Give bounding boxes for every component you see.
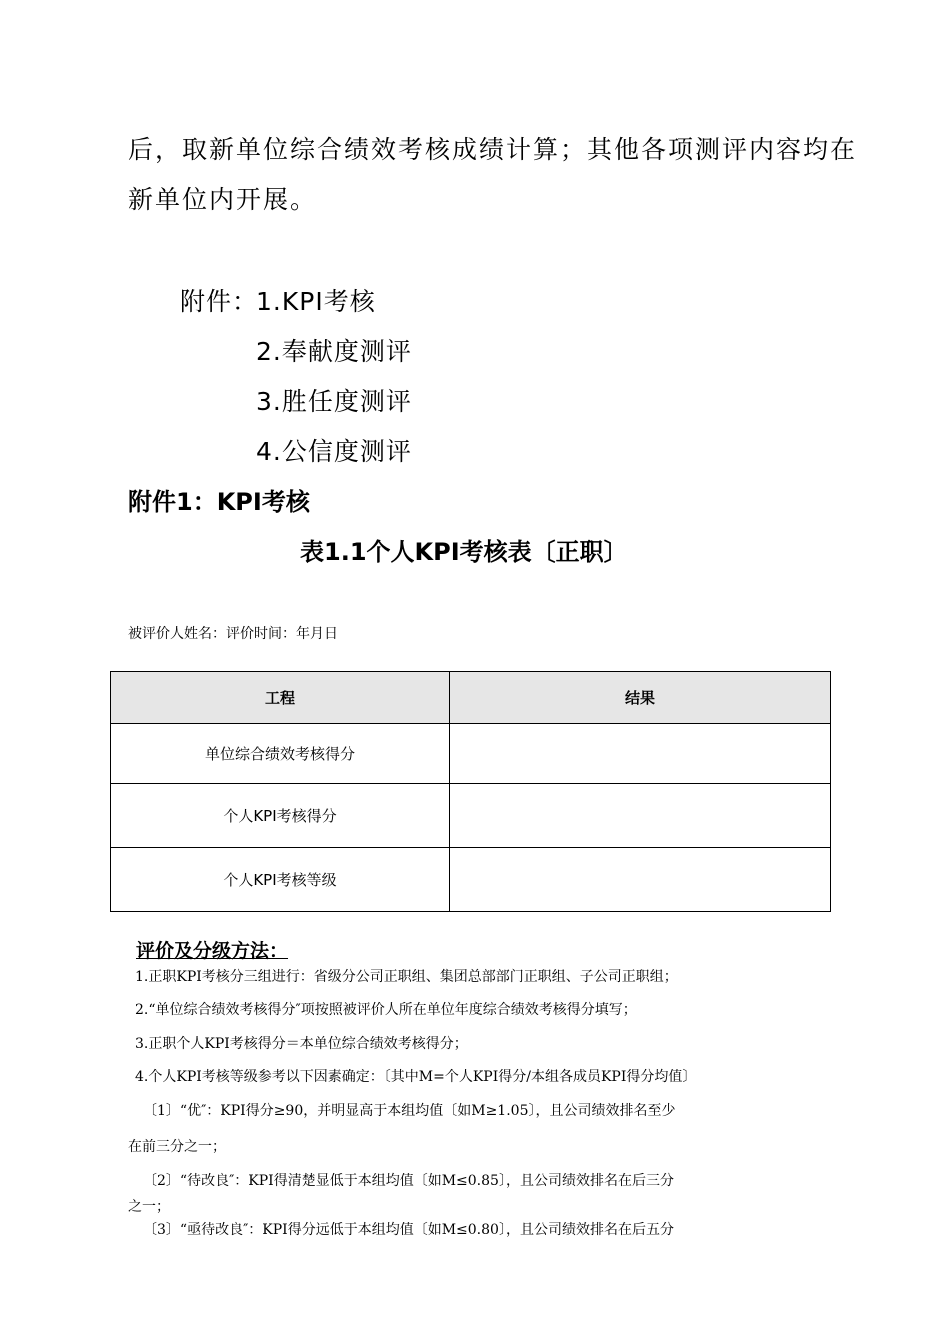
row-result [450,848,831,912]
table-title: 表1.1个人KPI考核表〔正职〕 [300,538,628,566]
attachment-item: 3.胜任度测评 [256,387,412,416]
method-rule: 2.“单位综合绩效考核得分″项按照被评价人所在单位年度综合绩效考核得分填写； [135,1002,637,1018]
grade-improve-cont: 之一； [128,1199,170,1215]
method-rule: 4.个人KPI考核等级参考以下因素确定：〔其中M=个人KPI得分/本组各成员KPI得分均值〕 [135,1069,697,1085]
attachment-item: 2.奉献度测评 [256,337,412,366]
table-row [111,784,831,848]
kpi-table [110,671,831,912]
row-item: 个人KPI考核等级 [111,848,450,912]
header-item: 工程 [111,672,450,724]
grade-excellent: 〔1〕“优″：KPI得分≥90，并明显高于本组均值〔如M≥1.05〕，且公司绩效排名至少 [143,1103,676,1119]
appendix-heading: 附件1：KPI考核 [128,488,310,516]
intro-line-2: 新单位内开展。 [128,185,318,214]
method-title: 评价及分级方法： [136,940,289,962]
table-row [111,724,831,784]
table-header-row [111,672,831,724]
row-item: 个人KPI考核得分 [111,784,450,848]
row-result [450,724,831,784]
row-result [450,784,831,848]
grade-urgent: 〔3〕“亟待改良″：KPI得分远低于本组均值〔如M≤0.80〕，且公司绩效排名在后五分 [143,1222,674,1238]
attachment-item: 4.公信度测评 [256,437,412,466]
attachment-item: 1.KPI考核 [256,287,376,316]
grade-improve: 〔2〕“待改良″：KPI得清楚显低于本组均值〔如M≤0.85〕，且公司绩效排名在后三分 [143,1173,674,1189]
attachments-label: 附件： [180,287,259,316]
row-item: 单位综合绩效考核得分 [111,724,450,784]
form-line: 被评价人姓名：评价时间：年月日 [128,626,338,642]
header-result: 结果 [450,672,831,724]
intro-line-1: 后，取新单位综合绩效考核成绩计算；其他各项测评内容均在 [128,135,858,164]
table-row [111,848,831,912]
method-rule: 3.正职个人KPI考核得分＝本单位综合绩效考核得分； [135,1036,468,1052]
method-rule: 1.正职KPI考核分三组进行：省级分公司正职组、集团总部部门正职组、子公司正职组； [135,969,678,985]
grade-excellent-cont: 在前三分之一； [128,1139,226,1155]
